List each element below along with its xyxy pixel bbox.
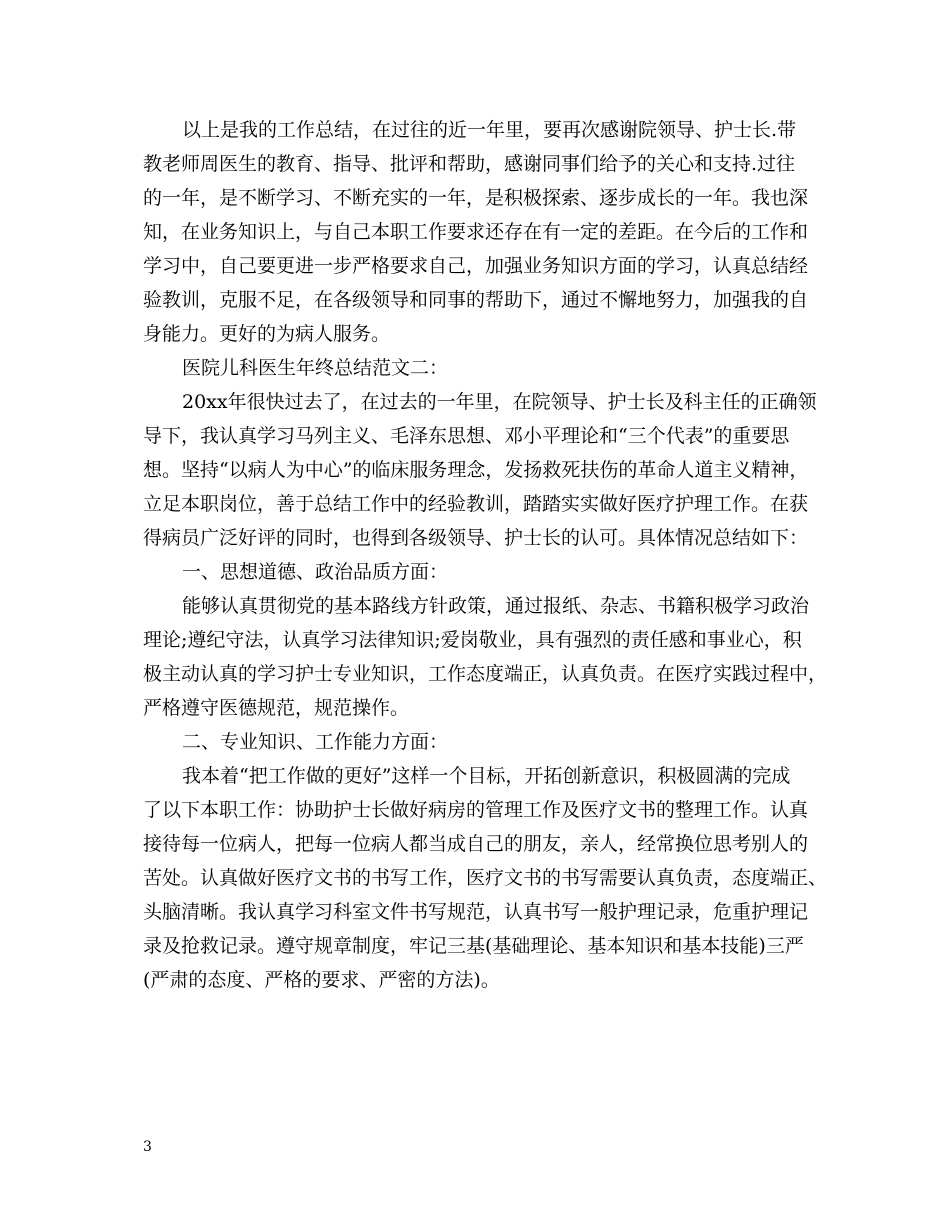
section-heading: 一、思想道德、政治品质方面： xyxy=(182,561,449,583)
text-line: 能够认真贯彻党的基本路线方针政策，通过报纸、杂志、书籍积极学习政治 xyxy=(182,595,810,617)
text-line: 验教训，克服不足，在各级领导和同事的帮助下，通过不懈地努力，加强我的自 xyxy=(143,289,809,311)
text-line: 极主动认真的学习护士专业知识，工作态度端正，认真负责。在医疗实践过程中， xyxy=(143,663,828,685)
text-line: 学习中，自己要更进一步严格要求自己，加强业务知识方面的学习，认真总结经 xyxy=(143,255,809,277)
text-line: 立足本职岗位，善于总结工作中的经验教训，踏踏实实做好医疗护理工作。在获 xyxy=(143,493,809,515)
text-line: (严肃的态度、严格的要求、严密的方法)。 xyxy=(143,969,500,991)
text-line: 得病员广泛好评的同时，也得到各级领导、护士长的认可。具体情况总结如下： xyxy=(143,527,809,549)
text-line: 身能力。更好的为病人服务。 xyxy=(143,323,391,345)
text-line: 接待每一位病人，把每一位病人都当成自己的朋友，亲人，经常换位思考别人的 xyxy=(143,833,809,855)
text-line: 导下，我认真学习马列主义、毛泽东思想、邓小平理论和“三个代表”的重要思 xyxy=(143,425,790,447)
text-line: 头脑清晰。我认真学习科室文件书写规范，认真书写一般护理记录，危重护理记 xyxy=(143,901,809,923)
text-line: 我本着“把工作做的更好”这样一个目标，开拓创新意识，积极圆满的完成 xyxy=(182,765,791,787)
text-line: 的一年，是不断学习、不断充实的一年，是积极探索、逐步成长的一年。我也深 xyxy=(143,187,809,209)
page-number: 3 xyxy=(143,1139,152,1155)
text-line: 教老师周医生的教育、指导、批评和帮助，感谢同事们给予的关心和支持.过往 xyxy=(143,153,796,175)
text-line: 理论;遵纪守法，认真学习法律知识;爱岗敬业，具有强烈的责任感和事业心，积 xyxy=(143,629,802,651)
text-line: 录及抢救记录。遵守规章制度，牢记三基(基础理论、基本知识和基本技能)三严 xyxy=(143,935,804,957)
section-heading: 二、专业知识、工作能力方面： xyxy=(182,731,449,753)
text-line: 知，在业务知识上，与自己本职工作要求还存在有一定的差距。在今后的工作和 xyxy=(143,221,809,243)
text-line: 苦处。认真做好医疗文书的书写工作，医疗文书的书写需要认真负责，态度端正、 xyxy=(143,867,828,889)
section-heading: 医院儿科医生年终总结范文二： xyxy=(182,357,449,379)
text-line: 了以下本职工作：协助护士长做好病房的管理工作及医疗文书的整理工作。认真 xyxy=(143,799,809,821)
text-line: 以上是我的工作总结，在过往的近一年里，要再次感谢院领导、护士长.带 xyxy=(182,119,797,141)
text-line: 20xx年很快过去了，在过去的一年里，在院领导、护士长及科主任的正确领 xyxy=(182,391,817,413)
text-line: 想。坚持“以病人为中心”的临床服务理念，发扬救死扶伤的革命人道主义精神， xyxy=(143,459,809,481)
text-line: 严格遵守医德规范，规范操作。 xyxy=(143,697,410,719)
